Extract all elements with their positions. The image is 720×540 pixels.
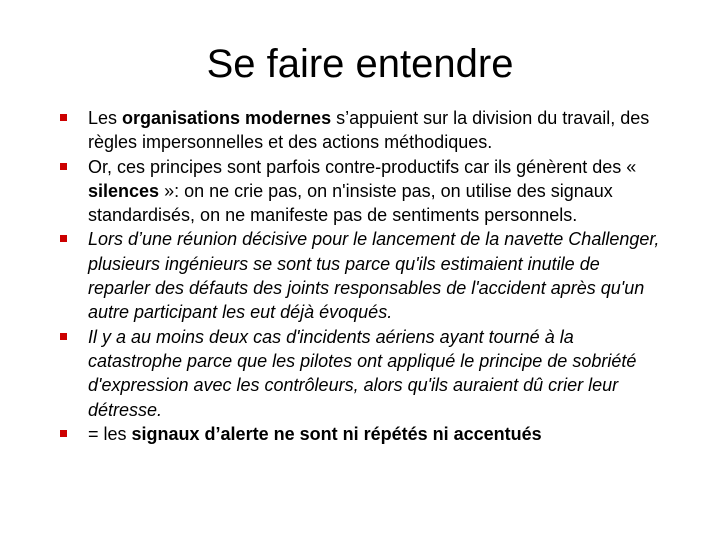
- bullet-item: [60, 422, 660, 446]
- bullet-text: Or, ces principes sont parfois contre-productifs car ils génèrent des «: [88, 156, 637, 177]
- bullet-text: Il y a au moins deux cas d'incidents aériens ayant tourné à la catastrophe parce que les pilotes ont appliqué le principe de sobriété d'expression avec les contrôleurs, alors qu'ils auraient dû crier leur détresse.: [88, 326, 637, 420]
- slide-title: Se faire entendre: [206, 42, 514, 86]
- square-bullet-icon: [60, 235, 67, 242]
- bullet-item: [60, 155, 660, 228]
- bullet-text: Les: [88, 108, 123, 128]
- square-bullet-icon: [60, 333, 67, 340]
- bullet-text: »: on ne crie pas, on n'insiste pas, on utilise des signaux standardisés, on ne manifeste pas de sentiments personnels.: [88, 180, 613, 226]
- bullet-text-bold: signaux d’alerte ne sont ni répétés ni accentués: [131, 423, 542, 444]
- bullet-text: s’appuient sur la division du travail, des règles impersonnelles et des actions méthodiques.: [88, 108, 650, 153]
- bullet-text: Lors d’une réunion décisive pour le lancement de la navette Challenger, plusieurs ingénieurs se sont tus parce qu'ils estimaient inutile de reparler des défauts des joints responsables de l'accident après qu'un autre participant les eut déjà évoqués.: [88, 229, 660, 323]
- bullet-text-bold: silences: [88, 180, 160, 201]
- bullet-text-bold: organisations modernes: [122, 108, 332, 128]
- square-bullet-icon: [60, 163, 67, 170]
- bullet-list: [60, 106, 660, 446]
- square-bullet-icon: [60, 114, 67, 121]
- bullet-text: = les: [88, 423, 132, 444]
- bullet-item: [60, 106, 660, 155]
- bullet-item: [60, 227, 660, 324]
- bullet-item: [60, 325, 660, 422]
- square-bullet-icon: [60, 430, 67, 437]
